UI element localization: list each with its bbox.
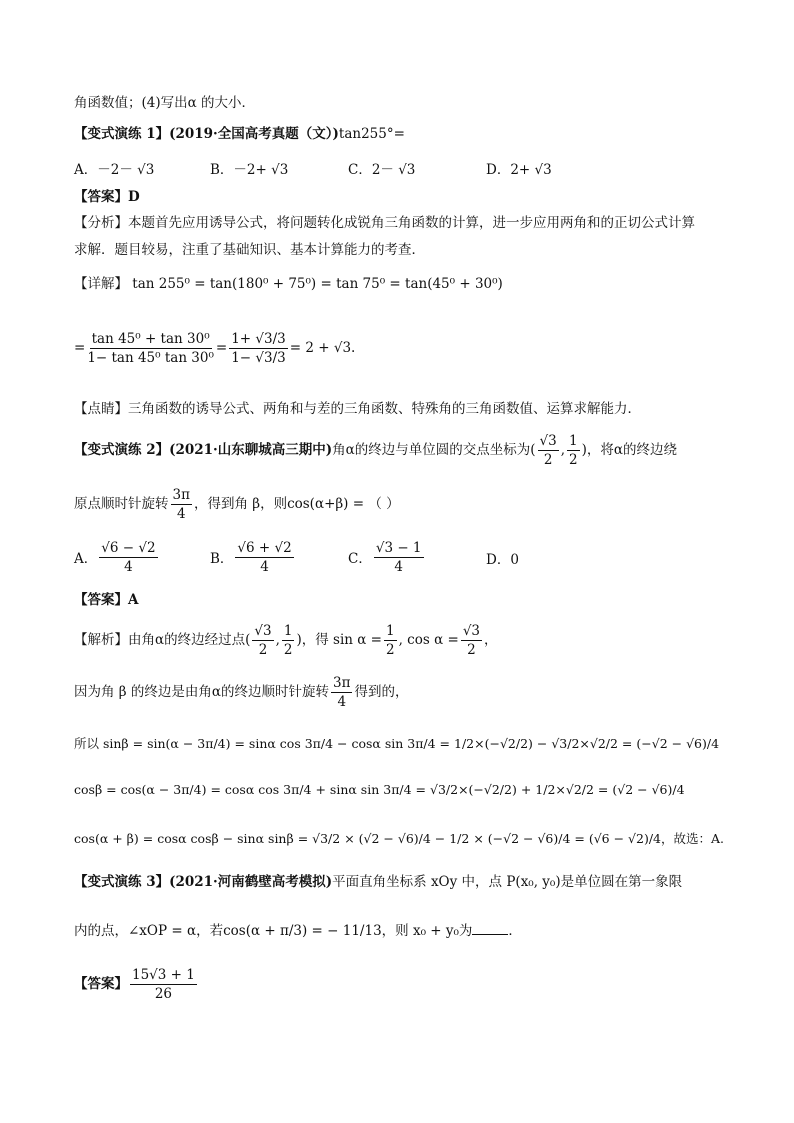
exercise-1-detail bbox=[74, 274, 503, 294]
ex2-jx-frac-3 bbox=[384, 623, 397, 658]
exercise-2-title: 【变式演练 2】(2021·山东聊城高三期中) bbox=[74, 442, 333, 458]
exercise-2-sin-beta: 所以 sinβ = sin(α − 3π/4) = sinα cos 3π/4 − cosα sin 3π/4 = 1/2×(−√2/2) − √3/2×√2/2 = (−√2 − √6)/4 bbox=[74, 736, 720, 751]
exercise-3-line-1 bbox=[74, 872, 682, 892]
ex2-option-a-den: 4 bbox=[124, 558, 133, 575]
eq2-fraction-2 bbox=[229, 331, 288, 366]
ex2-jx-frac-2-den: 2 bbox=[283, 641, 293, 658]
ex2-jx2-frac-den: 4 bbox=[337, 693, 347, 710]
ex2-frac-2 bbox=[567, 433, 580, 468]
ex2-l2-text-2: ，得到角 β，则cos(α+β) = （ ） bbox=[193, 496, 400, 512]
detail-label: 【详解】 bbox=[74, 276, 128, 292]
ex2-jx-frac-4-den: 2 bbox=[467, 641, 476, 658]
exercise-1-analysis-1: 【分析】本题首先应用诱导公式，将问题转化成锐角三角函数的计算，进一步应用两角和的正切公式计算 bbox=[74, 215, 695, 231]
ex2-jx-frac-4-num: √3 bbox=[462, 622, 481, 639]
exercise-3-answer bbox=[74, 962, 199, 1006]
ex2-comma: , bbox=[560, 442, 566, 458]
ex2-frac-1-num: √3 bbox=[539, 432, 557, 449]
ex2-l2-frac-num: 3π bbox=[172, 486, 190, 503]
ex2-option-c-label: C． bbox=[348, 551, 372, 567]
exercise-1-note: 【点睛】三角函数的诱导公式、两角和与差的三角函数、特殊角的三角函数值、运算求解能力． bbox=[74, 401, 641, 417]
text-line-1: 角函数值；(4)写出α 的大小． bbox=[74, 95, 256, 111]
ex2-jx-frac-1 bbox=[252, 623, 273, 658]
exercise-3-title: 【变式演练 3】(2021·河南鹤壁高考模拟) bbox=[74, 874, 333, 890]
option-c: C．2－ √3 bbox=[348, 162, 416, 178]
eq2-denominator-2: 1− √3/3 bbox=[231, 349, 286, 366]
eq2-equals: = bbox=[74, 340, 86, 356]
ex2-jx2-b: 得到的， bbox=[354, 684, 409, 700]
exercise-1-heading bbox=[74, 124, 405, 144]
ex2-frac-1 bbox=[538, 433, 559, 468]
ex2-jx-frac-3-num: 1 bbox=[386, 622, 395, 639]
ex2-frac-1-den: 2 bbox=[543, 451, 553, 468]
ex2-option-c-den: 4 bbox=[394, 558, 403, 575]
exercise-1-analysis-2: 求解．题目较易，注重了基础知识、基本计算能力的考查． bbox=[74, 242, 425, 258]
ex2-option-c-frac bbox=[374, 540, 424, 575]
ex2-jx-c: , cos α = bbox=[398, 632, 459, 648]
ex2-text-2: )，将α的终边绕 bbox=[581, 442, 678, 458]
ex2-frac-2-den: 2 bbox=[569, 451, 578, 468]
eq2-equals-2: = bbox=[215, 340, 228, 356]
ex2-jx2-frac bbox=[331, 675, 352, 710]
ex2-jx-frac-4 bbox=[461, 623, 482, 658]
answer-blank bbox=[472, 920, 508, 935]
ex2-jx-frac-2-num: 1 bbox=[283, 622, 293, 639]
ex2-text-1: 角α的终边与单位圆的交点坐标为( bbox=[332, 442, 536, 458]
eq2-numerator-1: tan 45⁰ + tan 30⁰ bbox=[91, 330, 210, 347]
ex2-jx-a: 【解析】由角α的终边经过点( bbox=[74, 632, 251, 648]
ex2-option-b-den: 4 bbox=[260, 558, 269, 575]
exercise-2-cos-beta: cosβ = cos(α − 3π/4) = cosα cos 3π/4 + sinα sin 3π/4 = √3/2×(−√2/2) + 1/2×√2/2 = (√2 − √6)/4 bbox=[74, 782, 685, 797]
eq2-fraction-1 bbox=[87, 331, 214, 366]
ex2-jx-d: ， bbox=[484, 632, 498, 648]
ex2-jx-frac-3-den: 2 bbox=[386, 641, 395, 658]
exercise-3-line-2 bbox=[74, 920, 522, 941]
option-d: D．2+ √3 bbox=[486, 162, 552, 178]
exercise-2-line-1 bbox=[74, 428, 677, 472]
eq2-result: = 2 + √3. bbox=[289, 340, 356, 356]
ex3-l2-text: 内的点，∠xOP = α，若cos(α + π/3) = − 11/13，则 x₀ + y₀为 bbox=[74, 923, 473, 939]
exercise-2-line-2 bbox=[74, 482, 400, 526]
eq2-numerator-2: 1+ √3/3 bbox=[231, 330, 286, 347]
ex2-jx2-a: 因为角 β 的终边是由角α的终边顺时针旋转 bbox=[74, 684, 330, 700]
exercise-1-equation-2 bbox=[74, 310, 355, 386]
exercise-1-title: 【变式演练 1】(2019·全国高考真题（文）) bbox=[74, 126, 339, 142]
exercise-2-cos-sum: cos(α + β) = cosα cosβ − sinα sinβ = √3/2 × (√2 − √6)/4 − 1/2 × (−√2 − √6)/4 = (√6 − √2)/4，故选：A. bbox=[74, 831, 725, 846]
option-b: B．－2+ √3 bbox=[210, 162, 289, 178]
ex2-jx-frac-1-den: 2 bbox=[258, 641, 268, 658]
ex2-option-b bbox=[210, 536, 296, 578]
ex2-l2-text-1: 原点顺时针旋转 bbox=[74, 496, 169, 512]
ex3-answer-label: 【答案】 bbox=[74, 976, 128, 992]
ex2-option-c-num: √3 − 1 bbox=[375, 539, 422, 556]
ex2-frac-2-num: 1 bbox=[569, 432, 578, 449]
ex2-jx2-frac-num: 3π bbox=[333, 674, 351, 691]
ex3-answer-num: 15√3 + 1 bbox=[132, 966, 195, 983]
exercise-2-solution-2 bbox=[74, 670, 408, 714]
ex3-answer-den: 26 bbox=[154, 985, 173, 1002]
ex2-option-a-label: A． bbox=[74, 551, 98, 567]
exercise-2-solution-1 bbox=[74, 618, 498, 662]
ex3-answer-frac bbox=[130, 967, 197, 1002]
ex2-option-b-num: √6 + √2 bbox=[237, 539, 292, 556]
ex2-option-a-frac bbox=[99, 540, 157, 575]
ex3-l2-end: ． bbox=[508, 923, 522, 939]
ex3-text-1: 平面直角坐标系 xOy 中，点 P(x₀, y₀)是单位圆在第一象限 bbox=[332, 874, 683, 890]
ex2-l2-frac-den: 4 bbox=[176, 505, 186, 522]
ex2-jx-frac-1-num: √3 bbox=[254, 622, 272, 639]
option-a: A．－2－ √3 bbox=[74, 162, 155, 178]
ex2-jx-frac-2 bbox=[282, 623, 295, 658]
ex2-option-a-num: √6 − √2 bbox=[101, 539, 156, 556]
detail-equation: tan 255⁰ = tan(180⁰ + 75⁰) = tan 75⁰ = tan(45⁰ + 30⁰) bbox=[132, 276, 503, 292]
ex2-option-b-frac bbox=[235, 540, 293, 575]
eq2-denominator-1: 1− tan 45⁰ tan 30⁰ bbox=[87, 349, 214, 366]
ex2-option-c bbox=[348, 536, 426, 578]
exercise-2-answer: 【答案】A bbox=[74, 592, 139, 608]
ex2-option-d bbox=[486, 548, 519, 568]
ex2-option-a bbox=[74, 536, 160, 578]
ex2-option-d-label: D．0 bbox=[486, 552, 519, 568]
ex2-jx-b: )，得 sin α = bbox=[296, 632, 382, 648]
ex2-jx-comma: , bbox=[275, 632, 280, 648]
exercise-1-question: tan255°= bbox=[338, 126, 405, 142]
ex2-option-b-label: B． bbox=[210, 551, 234, 567]
exercise-1-answer: 【答案】D bbox=[74, 189, 140, 205]
ex2-l2-frac bbox=[171, 487, 192, 522]
